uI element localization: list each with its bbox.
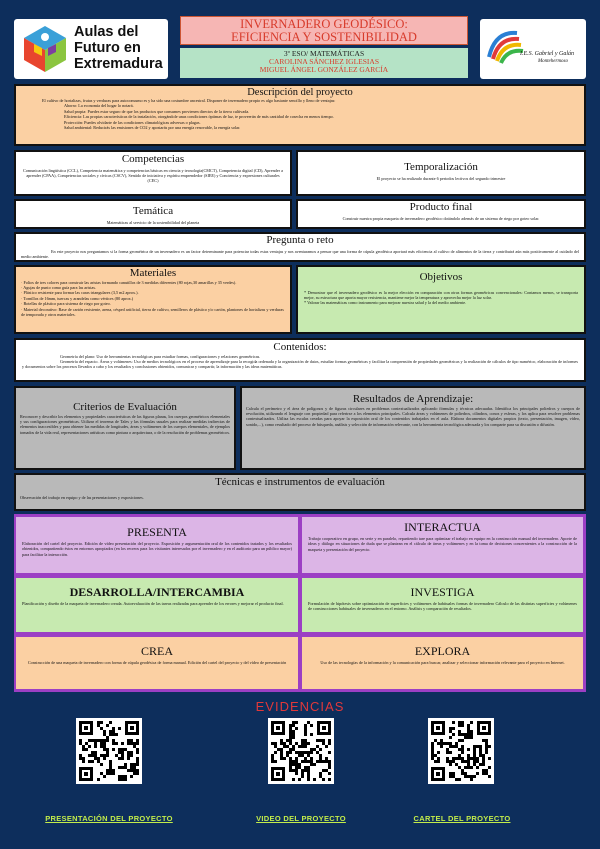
qr-module [121,742,124,745]
investiga-text: Formulación de hipótesis sobre optimización de superficies y volúmenes de habituales formas de invernadero Cálculo de las distintas superficies y volúmenes de construcciones habituales de invernaderos en el entorno. Análisis y comparación de resultados. [308,600,577,612]
qr-module [473,775,476,778]
qr-module [313,778,316,781]
materiales-heading: Materiales [129,267,177,279]
qr-module [97,778,100,781]
materiales-section [14,265,292,334]
qr-module [103,775,106,778]
desarrolla-heading: DESARROLLA/INTERCAMBIA [69,585,245,599]
qr-module [325,745,328,748]
crea-section [16,637,298,689]
school-name: I.E.S. Gabriel y Galán [520,51,574,57]
producto-final-heading: Producto final [409,201,473,213]
qr-code-icon[interactable] [268,718,334,784]
objetivos-heading: Objetivos [419,271,463,283]
qr-module [109,721,112,724]
competencias-heading: Competencias [121,153,185,165]
pregunta-section [14,232,586,262]
pregunta-text: En este proyecto nos preguntamos si la forma geométrica de un invernadero es un factor determinante para potenciar todas estas ventajas y nos aventuramos a pensar que una forma de cúpula geodésica aportará más eficiencia al cultivo de alimentos de la tierra y contribuirá aún más positivamente al cuidado del medio ambiente. [21,248,579,259]
qr-module [470,766,473,769]
materiales-item: · Folios de tres colores para construir las aristas formando canutillos de 3 medidas diferentes (80 rojas,30 amarillas y 35 verdes). [21,279,237,285]
qr-module [449,751,452,754]
qr-module [127,757,130,760]
resultados-heading: Resultados de Aprendizaje: [352,393,474,405]
qr-module [295,772,298,775]
qr-module [115,742,118,745]
qr-module [115,733,118,736]
qr-module [470,778,473,781]
qr-module [328,742,331,745]
qr-module [452,727,455,730]
materiales-item: · Material decorativo: Base de cartón resistente, arena, césped artificial, tierra de cultivo, semilleros de plástico y/o cartón, plantones de hortalizas y verduras de temporada y otros materiales. [21,306,284,318]
qr-finder [271,767,285,781]
interactua-heading: INTERACTUA [404,520,481,534]
qr-module [488,766,491,769]
qr-module [458,778,461,781]
qr-module [461,739,464,742]
qr-module [298,778,301,781]
producto-final-text: Construir nuestra propia maqueta de invernadero geodésico dotándolo además de un sistema de riego por goteo solar. [342,215,540,221]
qr-module [112,772,115,775]
criterios-heading: Criterios de Evaluación [73,401,177,413]
qr-module [124,778,127,781]
interactua-section [302,517,583,573]
qr-module [106,739,109,742]
logo-text-line3: Extremadura [74,56,163,72]
qr-module [307,778,310,781]
tecnicas-heading: Técnicas e instrumentos de evaluación [215,476,385,488]
qr-module [452,721,455,724]
desarrolla-section [16,578,298,632]
qr-module [322,778,325,781]
qr-module [313,763,316,766]
qr-module [476,772,479,775]
actions-block [14,514,586,692]
qr-module [470,721,473,724]
qr-module [118,727,121,730]
qr-module [88,745,91,748]
tematica-text: Matemáticas al servicio de la sostenibilidad del planeta [106,219,200,225]
tecnicas-text: Observación del trabajo en equipo y de las presentaciones y exposiciones. [20,494,144,500]
qr-module [319,748,322,751]
qr-module [440,745,443,748]
qr-module [100,721,103,724]
qr-finder [317,721,331,735]
qr-module [289,751,292,754]
authors-box [180,48,468,78]
qr-module [476,766,479,769]
evidencias-heading: EVIDENCIAS [255,699,345,714]
qr-module [112,748,115,751]
qr-module [307,742,310,745]
qr-module [301,775,304,778]
materiales-item: · Plástico resistente para formar las caras triangulares (3,5 m2 aprox.). [21,290,139,296]
title-line2: EFICIENCIA Y SOSTENIBILIDAD [231,30,417,45]
qr-module [328,766,331,769]
qr-module [482,763,485,766]
qr-module [310,724,313,727]
school-town: Montehermoso [538,59,568,64]
qr-module [304,745,307,748]
qr-module [328,772,331,775]
temporalizacion-heading: Temporalización [404,161,478,173]
qr-module [130,775,133,778]
qr-module [136,751,139,754]
qr-module [100,763,103,766]
qr-finder [79,721,93,735]
video-link[interactable]: VIDEO DEL PROYECTO [256,814,346,823]
qr-module [461,724,464,727]
aulas-del-futuro-logo [14,19,168,79]
qr-module [461,751,464,754]
producto-final-section [296,199,586,229]
qr-module [470,736,473,739]
descripcion-heading: Descripción del proyecto [247,87,353,98]
investiga-section [302,578,583,632]
descripcion-item: Ahorro: La economía del hogar lo notará. [64,103,134,109]
cartel-link[interactable]: CARTEL DEL PROYECTO [413,814,511,823]
qr-finder [271,721,285,735]
qr-code-icon[interactable] [428,718,494,784]
explora-section [302,637,583,689]
objetivos-section [296,265,586,334]
qr-finder [477,721,491,735]
qr-module [295,727,298,730]
qr-module [295,721,298,724]
qr-module [328,778,331,781]
qr-module [274,760,277,763]
qr-finder [79,767,93,781]
qr-module [85,748,88,751]
qr-module [136,763,139,766]
logo-text-line2: Futuro en [74,40,141,56]
descripcion-item: Eficiencia: Las propias características de la instalación, otorgándole unas condiciones óptimas de luz, te proveerán de más cantidad de cosecha en menos tiempo. [64,114,334,120]
qr-module [310,733,313,736]
objetivos-item: * Valorar las matemáticas como instrumento para mejorar nuestra salud y la del medio ambiente. [304,300,467,306]
qr-module [437,760,440,763]
title-box [180,16,468,45]
qr-module [136,772,139,775]
presenta-section [16,517,298,573]
qr-module [94,745,97,748]
descripcion-section [14,84,586,146]
criterios-text: Reconocer y describir los elementos y propiedades características de las figuras planas, los cuerpos geométricos elementales y sus configuraciones geométricas. Utilizar el teorema de Tales y las fórmulas usuales para realizar medidas indirectas de elementos inaccesibles y para obtener las medidas de longitudes, áreas y volúmenes de los cuerpos elementales, de ejemplos tomados de la vida real, representaciones artísticas como pintura o arquitectura, o de la resolución de problemas geométricos. [20,413,230,435]
tecnicas-section [14,473,586,511]
qr-module [82,760,85,763]
qr-module [449,763,452,766]
qr-module [304,733,307,736]
pregunta-heading: Pregunta o reto [266,234,334,246]
qr-module [437,751,440,754]
materiales-item: · Agujas de punto como guía para las aristas. [21,285,97,290]
qr-finder [431,721,445,735]
presenta-text: Elaboración del cartel del proyecto. Edición de vídeo presentación del proyecto. Exposición y argumentación oral de los contenidos tratados y los resultados obtenidos, compartiendo éstos en entornos apropiados (en los recreos para los visitantes interesados por el invernadero y en el auditorio para un público mayor) para facilitar la interacción. [22,540,292,557]
desarrolla-text: Planificación y diseño de la maqueta de invernadero creada. Autoevaluación de las tareas realizadas para aprender de los errores y mejorar el producto final. [22,600,284,606]
contenidos-p2: Geometría del espacio. Áreas y volúmenes: Uso de medios tecnológicos en el proceso de aprendizaje para la recogida ordenada y la organización de datos, estudiar formas geométricas y facilitar la comprensión de propiedades geométricas y la realización de cálculos de tipo numérico, elaboración de informes y documentos sobre los procesos llevados a cabo y los resultados y conclusiones obtenidos, comunicar y compartir, la información y las ideas matemáticas. [22,359,578,370]
course-label: 3º ESO/ MATEMÁTICAS [283,49,365,58]
crea-text: Construcción de una maqueta de invernadero con forma de cúpula geodésica de forma manual. Edición del cartel del proyecto y del vídeo de presentación [27,659,287,665]
qr-finder [125,721,139,735]
cube-logo-icon [20,24,70,74]
descripcion-item: Protección: Puedes olvidarte de las condiciones climatológicas adversas o plagas. [64,119,201,125]
qr-module [488,757,491,760]
qr-code-icon[interactable] [76,718,142,784]
objetivos-item: * Demostrar que el invernadero geodésico es la mejor elección en comparación con otras formas geométricas convencionales: Contamos menos, se transporta mejor, su estructura que aporta mayor resistencia, mantiene mejor la temperatura y aprovecha mejor la luz solar. [304,289,578,300]
title-line1: INVERNADERO GEODÉSICO: [240,17,408,31]
contenidos-section [14,338,586,382]
resultados-section [240,386,586,470]
explora-heading: EXPLORA [414,644,471,658]
materiales-item: · Botellas de plástico para sistema de riego por goteo. [21,301,111,307]
qr-module [485,751,488,754]
qr-module [488,775,491,778]
competencias-text: Comunicación lingüística (CCL), Competencia matemática y competencias básicas en ciencia y tecnología(CMCT), Competencia digital (CD), Aprender a aprender (CPAA), Competencias sociales y cívicas (CSCV), Sentido de iniciativa y espíritu emprendedor (SIEE) y Conciencia y expresiones culturales (CEC) [23,167,283,184]
qr-module [136,742,139,745]
qr-finder [431,767,445,781]
descripcion-item: Salud propia: Puedes estar seguro de que los productos que consumes provienen directos de la tierra cultivada. [64,108,250,114]
qr-module [310,751,313,754]
investiga-heading: INVESTIGA [410,585,475,599]
qr-module [292,736,295,739]
school-emblem-icon [485,27,525,65]
interactua-text: Trabajo cooperativo en grupo, en serie y en paralelo, repartiendo tare para optimizar el trabajo en equipo en la construcción manual del invernadero. Aporte de ideas y diálogo en situaciones de duda que se plantean en el cálculo de áreas y volúmenes y en la toma de decisiones concernientes a la construcción de la maqueta y presentación del proyecto. [308,535,577,552]
qr-module [328,751,331,754]
explora-text: Uso de las tecnologías de la información y la comunicación para buscar, analizar y seleccionar información relevante para el proyecto en Internet. [320,659,565,665]
qr-module [488,745,491,748]
competencias-section [14,150,292,196]
presenta-heading: PRESENTA [127,525,187,539]
temporalizacion-section [296,150,586,196]
crea-heading: CREA [140,644,173,658]
author-1: CAROLINA SÁNCHEZ IGLESIAS [268,56,379,66]
ies-gabriel-y-galan-logo [480,19,586,79]
qr-module [106,754,109,757]
qr-module [91,760,94,763]
qr-module [452,733,455,736]
tematica-section [14,199,292,229]
qr-module [121,757,124,760]
resultados-text: Calcula el perímetro y el área de polígonos y de figuras circulares en problemas contextualizados aplicando fórmulas y técnicas adecuadas. Identifica los principales poliedros y cuerpos de revolución, utilizando el lenguaje con propiedad para referirse a los elementos principales. Calcula áreas y volúmenes de poliedros, cilindros, conos y esferas, y los aplica para resolver problemas contextualizados. Utiliza las escalas creadas para apoyar la exposición oral de los contenidos trabajados en el aula. Elabora documentos digitales propios (texto, presentación, imagen, vídeo, sonido,...), como resultado del proceso de búsqueda, análisis y selección de información relevante, con la herramienta tecnológica adecuada y los comparte para su discusión o difusión. [246,405,580,427]
tematica-heading: Temática [132,205,174,217]
qr-module [106,724,109,727]
presentacion-link[interactable]: PRESENTACIÓN DEL PROYECTO [45,814,173,823]
contenidos-heading: Contenidos: [273,341,327,353]
contenidos-p1: Geometría del plano: Uso de herramientas tecnológicas para estudiar formas, configuraciones y relaciones geométricas. [60,353,261,359]
descripcion-item: Salud ambiental: Reducirás las emisiones de CO2 y apostarás por una energía renovable, la energía solar. [64,125,241,131]
logo-text-line1: Aulas del [74,24,139,40]
author-2: MIGUEL ÁNGEL GONZÁLEZ GARCÍA [259,64,389,74]
qr-module [467,748,470,751]
criterios-section [14,386,236,470]
qr-module [274,751,277,754]
qr-module [283,757,286,760]
materiales-item: · Tornillos de 16mm, tuercas y arandelas como vértices (80 aprox.) [21,295,134,301]
descripcion-intro: El cultivo de hortalizas, frutas y verduras para autoconsumo es y ha sido una costumbre ancestral. Disponer de invernadero propio es algo bastante sencillo y lleno de ventajas: [42,98,336,104]
temporalizacion-text: El proyecto se ha realizado durante 6 periodos lectivos del segundo trimestre [376,175,506,181]
qr-module [292,778,295,781]
qr-module [130,754,133,757]
qr-module [449,736,452,739]
qr-module [103,757,106,760]
